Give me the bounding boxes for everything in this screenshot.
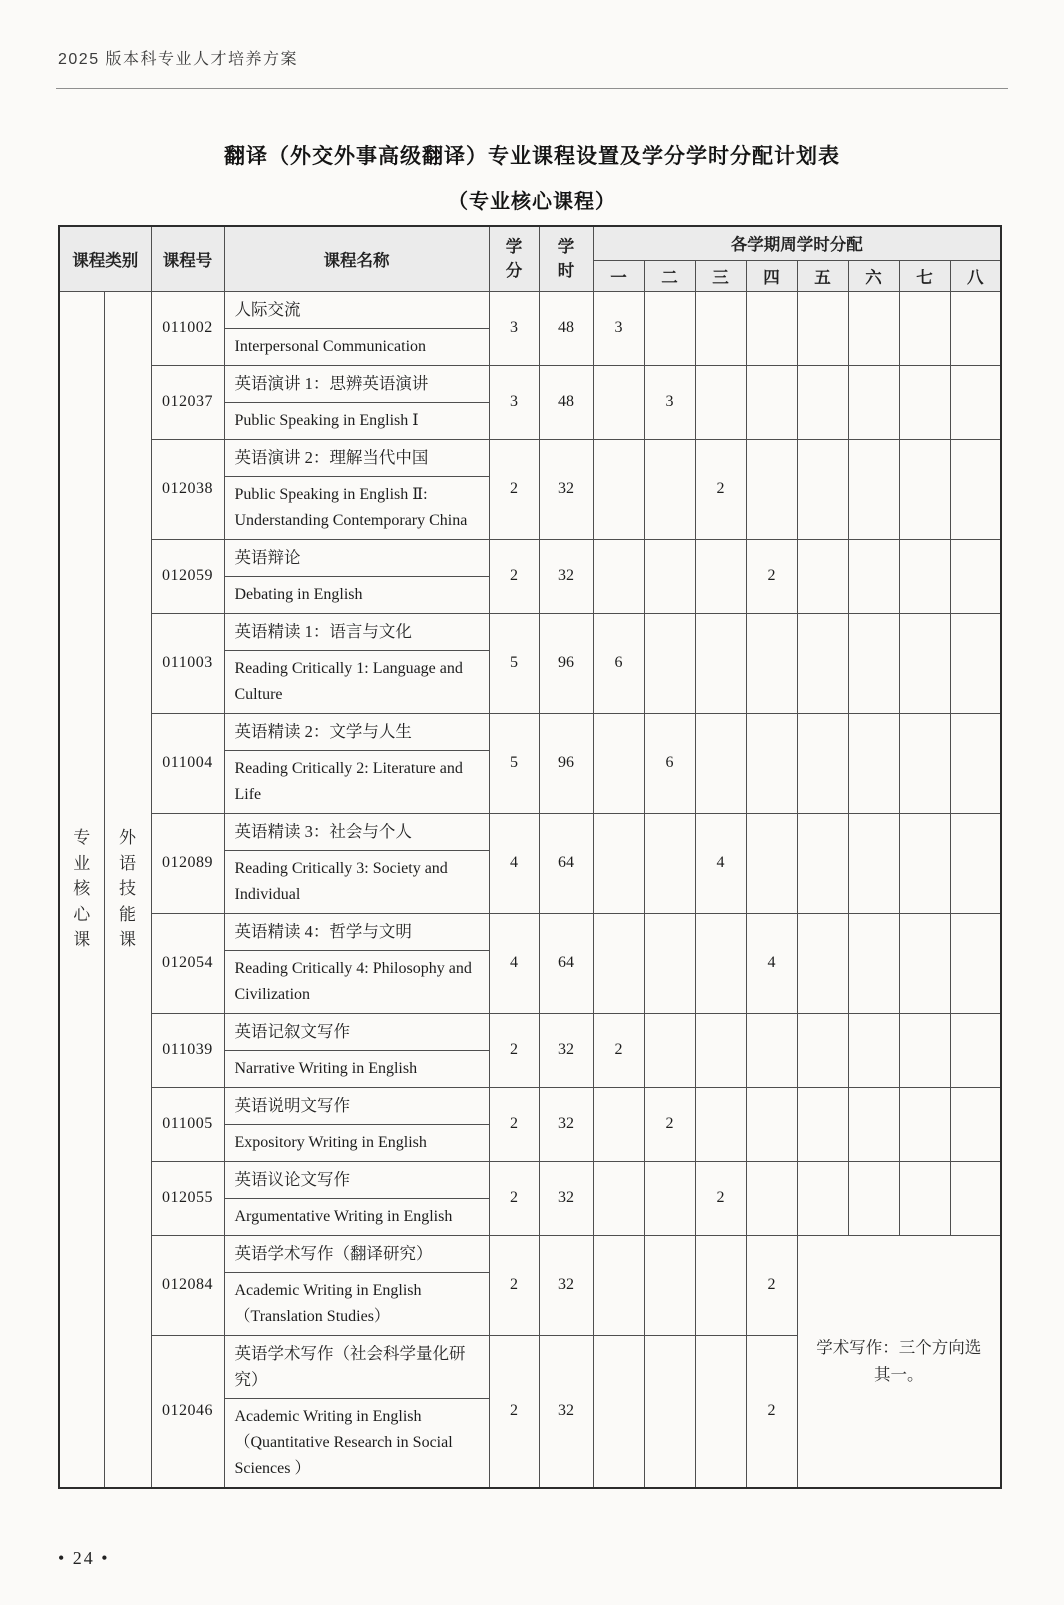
semester-4-weekly-hours: [746, 1161, 797, 1235]
semester-3-weekly-hours: [695, 365, 746, 439]
course-hours: 64: [539, 913, 593, 1013]
course-name-en: Reading Critically 4: Philosophy and Civilization: [234, 959, 472, 1003]
course-hours: 96: [539, 713, 593, 813]
semester-7-weekly-hours: [899, 365, 950, 439]
course-hours: 48: [539, 291, 593, 365]
course-credits: 4: [489, 913, 539, 1013]
course-name-en: Interpersonal Communication: [234, 337, 427, 355]
course-credits: 2: [489, 1087, 539, 1161]
course-name-zh: 英语辩论: [225, 540, 489, 577]
course-name-en: Public Speaking in English Ⅰ: [234, 411, 419, 429]
semester-6-weekly-hours: [848, 913, 899, 1013]
category-label-language-skills: [104, 291, 151, 1488]
semester-7-weekly-hours: [899, 291, 950, 365]
semester-5-weekly-hours: [797, 913, 848, 1013]
course-name-en: Narrative Writing in English: [234, 1059, 418, 1077]
course-credits: 2: [489, 1335, 539, 1488]
course-code: 012046: [151, 1335, 224, 1488]
course-name-zh: 英语精读 4：哲学与文明: [225, 914, 489, 951]
semester-8-weekly-hours: [950, 613, 1001, 713]
course-name-cell: [224, 1161, 489, 1235]
course-row: [59, 1087, 1001, 1161]
semester-5-weekly-hours: [797, 439, 848, 539]
semester-2-weekly-hours: [644, 613, 695, 713]
semester-4-weekly-hours: 2: [746, 539, 797, 613]
course-row: [59, 365, 1001, 439]
semester-3-weekly-hours: 4: [695, 813, 746, 913]
title-block: [0, 140, 1064, 214]
course-row: [59, 539, 1001, 613]
course-name-en: Reading Critically 2: Literature and Life: [234, 759, 463, 803]
semester-2-weekly-hours: [644, 1335, 695, 1488]
course-name-cell: [224, 1013, 489, 1087]
course-name-cell: [224, 1087, 489, 1161]
course-name-en: Argumentative Writing in English: [234, 1207, 453, 1225]
semester-6-weekly-hours: [848, 613, 899, 713]
semester-8-weekly-hours: [950, 1161, 1001, 1235]
course-credits: 2: [489, 439, 539, 539]
course-code: 012037: [151, 365, 224, 439]
course-name-en: Public Speaking in English Ⅱ: Understanding Contemporary China: [234, 485, 468, 529]
course-name-zh: 英语精读 3：社会与个人: [225, 814, 489, 851]
course-name-zh: 英语记叙文写作: [225, 1014, 489, 1051]
course-name-cell: [224, 1335, 489, 1488]
semester-1-weekly-hours: [593, 1235, 644, 1335]
course-code: 012054: [151, 913, 224, 1013]
semester-8-weekly-hours: [950, 365, 1001, 439]
semester-1-weekly-hours: 2: [593, 1013, 644, 1087]
category-label-major-core: [59, 291, 104, 1488]
semester-7-weekly-hours: [899, 439, 950, 539]
course-hours: 32: [539, 439, 593, 539]
header-semester-2: 二: [644, 260, 695, 291]
semester-2-weekly-hours: 3: [644, 365, 695, 439]
semester-4-weekly-hours: [746, 1087, 797, 1161]
course-name-en: Reading Critically 3: Society and Individual: [234, 859, 448, 903]
semester-7-weekly-hours: [899, 1161, 950, 1235]
semester-3-weekly-hours: [695, 1013, 746, 1087]
page-number: • 24 •: [58, 1548, 110, 1568]
header-hours-label: 学时: [557, 237, 575, 280]
course-name-en: Expository Writing in English: [234, 1133, 427, 1151]
course-code: 011002: [151, 291, 224, 365]
semester-2-weekly-hours: [644, 1013, 695, 1087]
course-name-cell: [224, 365, 489, 439]
header-divider-line: [56, 88, 1008, 89]
course-credits: 5: [489, 613, 539, 713]
semester-4-weekly-hours: [746, 291, 797, 365]
semester-3-weekly-hours: [695, 613, 746, 713]
course-credits: 3: [489, 291, 539, 365]
semester-3-weekly-hours: 2: [695, 1161, 746, 1235]
semester-4-weekly-hours: [746, 613, 797, 713]
semester-1-weekly-hours: [593, 913, 644, 1013]
semester-4-weekly-hours: [746, 439, 797, 539]
semester-6-weekly-hours: [848, 1087, 899, 1161]
course-name-en: Academic Writing in English（Quantitative Research in Social Sciences ）: [234, 1407, 453, 1477]
semester-7-weekly-hours: [899, 813, 950, 913]
semester-2-weekly-hours: [644, 1161, 695, 1235]
semester-2-weekly-hours: [644, 439, 695, 539]
semester-3-weekly-hours: [695, 539, 746, 613]
course-name-en: Academic Writing in English（Translation Studies）: [234, 1281, 422, 1325]
course-name-zh: 英语学术写作（社会科学量化研究）: [225, 1336, 489, 1399]
course-code: 012084: [151, 1235, 224, 1335]
semester-6-weekly-hours: [848, 291, 899, 365]
semester-7-weekly-hours: [899, 539, 950, 613]
header-credits-label: 学分: [505, 237, 523, 280]
semester-5-weekly-hours: [797, 291, 848, 365]
header-category: 课程类别: [59, 226, 151, 291]
course-hours: 32: [539, 539, 593, 613]
semester-4-weekly-hours: 2: [746, 1335, 797, 1488]
semester-1-weekly-hours: [593, 365, 644, 439]
semester-4-weekly-hours: 2: [746, 1235, 797, 1335]
course-name-cell: [224, 539, 489, 613]
semester-1-weekly-hours: [593, 439, 644, 539]
semester-5-weekly-hours: [797, 613, 848, 713]
course-code: 012038: [151, 439, 224, 539]
course-name-zh: 英语学术写作（翻译研究）: [225, 1236, 489, 1273]
table-subtitle: （专业核心课程）: [448, 191, 616, 213]
course-hours: 64: [539, 813, 593, 913]
course-row: [59, 291, 1001, 365]
semester-5-weekly-hours: [797, 365, 848, 439]
semester-8-weekly-hours: [950, 713, 1001, 813]
semester-6-weekly-hours: [848, 713, 899, 813]
semester-4-weekly-hours: [746, 365, 797, 439]
semester-6-weekly-hours: [848, 539, 899, 613]
course-row: [59, 1235, 1001, 1335]
course-name-cell: [224, 291, 489, 365]
course-hours: 32: [539, 1087, 593, 1161]
course-row: [59, 713, 1001, 813]
category-label-language-skills-text: 外语技能课: [119, 828, 136, 950]
semester-2-weekly-hours: [644, 813, 695, 913]
semester-8-weekly-hours: [950, 1087, 1001, 1161]
semester-1-weekly-hours: [593, 713, 644, 813]
semester-3-weekly-hours: [695, 291, 746, 365]
semester-5-weekly-hours: [797, 713, 848, 813]
course-name-cell: [224, 913, 489, 1013]
semester-3-weekly-hours: [695, 1335, 746, 1488]
course-credits: 2: [489, 1235, 539, 1335]
course-name-cell: [224, 813, 489, 913]
semester-7-weekly-hours: [899, 1087, 950, 1161]
semester-4-weekly-hours: [746, 713, 797, 813]
course-code: 011003: [151, 613, 224, 713]
course-name-zh: 英语演讲 1：思辨英语演讲: [225, 366, 489, 403]
category-label-major-core-text: 专业核心课: [73, 828, 91, 950]
course-code: 011005: [151, 1087, 224, 1161]
course-name-zh: 人际交流: [225, 292, 489, 329]
course-name-cell: [224, 613, 489, 713]
course-code: 012059: [151, 539, 224, 613]
course-credits: 4: [489, 813, 539, 913]
semester-8-weekly-hours: [950, 813, 1001, 913]
header-course-no: 课程号: [151, 226, 224, 291]
semester-5-weekly-hours: [797, 813, 848, 913]
course-name-zh: 英语说明文写作: [225, 1088, 489, 1125]
semester-8-weekly-hours: [950, 291, 1001, 365]
semester-2-weekly-hours: [644, 1235, 695, 1335]
course-code: 011039: [151, 1013, 224, 1087]
semester-8-weekly-hours: [950, 439, 1001, 539]
semester-6-weekly-hours: [848, 365, 899, 439]
semester-5-weekly-hours: [797, 1013, 848, 1087]
semester-5-weekly-hours: [797, 1087, 848, 1161]
table-title: 翻译（外交外事高级翻译）专业课程设置及学分学时分配计划表: [224, 145, 840, 168]
header-semester-6: 六: [848, 260, 899, 291]
semester-3-weekly-hours: [695, 913, 746, 1013]
semester-4-weekly-hours: 4: [746, 913, 797, 1013]
semester-5-weekly-hours: [797, 1161, 848, 1235]
header-semester-1: 一: [593, 260, 644, 291]
course-hours: 32: [539, 1161, 593, 1235]
semester-8-weekly-hours: [950, 913, 1001, 1013]
semester-4-weekly-hours: [746, 813, 797, 913]
course-name-cell: [224, 713, 489, 813]
semester-1-weekly-hours: 3: [593, 291, 644, 365]
header-semester-4: 四: [746, 260, 797, 291]
course-credits: 2: [489, 1013, 539, 1087]
semester-3-weekly-hours: 2: [695, 439, 746, 539]
running-header: 2025 版本科专业人才培养方案: [58, 51, 299, 68]
course-name-zh: 英语演讲 2：理解当代中国: [225, 440, 489, 477]
semester-6-weekly-hours: [848, 1161, 899, 1235]
header-semester-7: 七: [899, 260, 950, 291]
semester-2-weekly-hours: [644, 913, 695, 1013]
course-hours: 32: [539, 1013, 593, 1087]
course-credits: 2: [489, 539, 539, 613]
course-row: [59, 439, 1001, 539]
course-hours: 48: [539, 365, 593, 439]
course-name-zh: 英语精读 2：文学与人生: [225, 714, 489, 751]
semester-2-weekly-hours: [644, 539, 695, 613]
semester-1-weekly-hours: [593, 1161, 644, 1235]
header-semester-5: 五: [797, 260, 848, 291]
course-table-body: [59, 291, 1001, 1488]
course-credits: 2: [489, 1161, 539, 1235]
course-credits: 5: [489, 713, 539, 813]
semester-6-weekly-hours: [848, 1013, 899, 1087]
course-code: 012089: [151, 813, 224, 913]
course-name-en: Debating in English: [234, 585, 363, 603]
header-hours: [539, 226, 593, 291]
semester-6-weekly-hours: [848, 813, 899, 913]
course-hours: 32: [539, 1235, 593, 1335]
course-name-cell: [224, 1235, 489, 1335]
course-name-zh: 英语议论文写作: [225, 1162, 489, 1199]
course-row: [59, 1013, 1001, 1087]
semester-5-weekly-hours: [797, 539, 848, 613]
semester-1-weekly-hours: [593, 539, 644, 613]
semester-6-weekly-hours: [848, 439, 899, 539]
semester-4-weekly-hours: [746, 1013, 797, 1087]
course-code: 012055: [151, 1161, 224, 1235]
course-row: [59, 1161, 1001, 1235]
header-semester-group: 各学期周学时分配: [593, 226, 1001, 260]
table-header: [59, 226, 1001, 291]
header-credits: [489, 226, 539, 291]
header-semester-3: 三: [695, 260, 746, 291]
semester-2-weekly-hours: [644, 291, 695, 365]
course-row: [59, 813, 1001, 913]
course-credits: 3: [489, 365, 539, 439]
header-semester-8: 八: [950, 260, 1001, 291]
course-row: [59, 613, 1001, 713]
semester-7-weekly-hours: [899, 613, 950, 713]
course-hours: 32: [539, 1335, 593, 1488]
course-name-en: Reading Critically 1: Language and Culture: [234, 659, 463, 703]
course-name-zh: 英语精读 1：语言与文化: [225, 614, 489, 651]
semester-2-weekly-hours: 2: [644, 1087, 695, 1161]
semester-8-weekly-hours: [950, 539, 1001, 613]
course-row: [59, 913, 1001, 1013]
semester-3-weekly-hours: [695, 1235, 746, 1335]
semester-1-weekly-hours: [593, 1087, 644, 1161]
semester-1-weekly-hours: 6: [593, 613, 644, 713]
semester-3-weekly-hours: [695, 1087, 746, 1161]
academic-writing-note: 学术写作：三个方向选其一。: [797, 1235, 1001, 1488]
semester-7-weekly-hours: [899, 1013, 950, 1087]
semester-8-weekly-hours: [950, 1013, 1001, 1087]
semester-7-weekly-hours: [899, 913, 950, 1013]
semester-7-weekly-hours: [899, 713, 950, 813]
semester-2-weekly-hours: 6: [644, 713, 695, 813]
curriculum-table: [58, 225, 1002, 1489]
course-code: 011004: [151, 713, 224, 813]
semester-1-weekly-hours: [593, 1335, 644, 1488]
semester-3-weekly-hours: [695, 713, 746, 813]
semester-1-weekly-hours: [593, 813, 644, 913]
course-name-cell: [224, 439, 489, 539]
header-course-name: 课程名称: [224, 226, 489, 291]
course-hours: 96: [539, 613, 593, 713]
